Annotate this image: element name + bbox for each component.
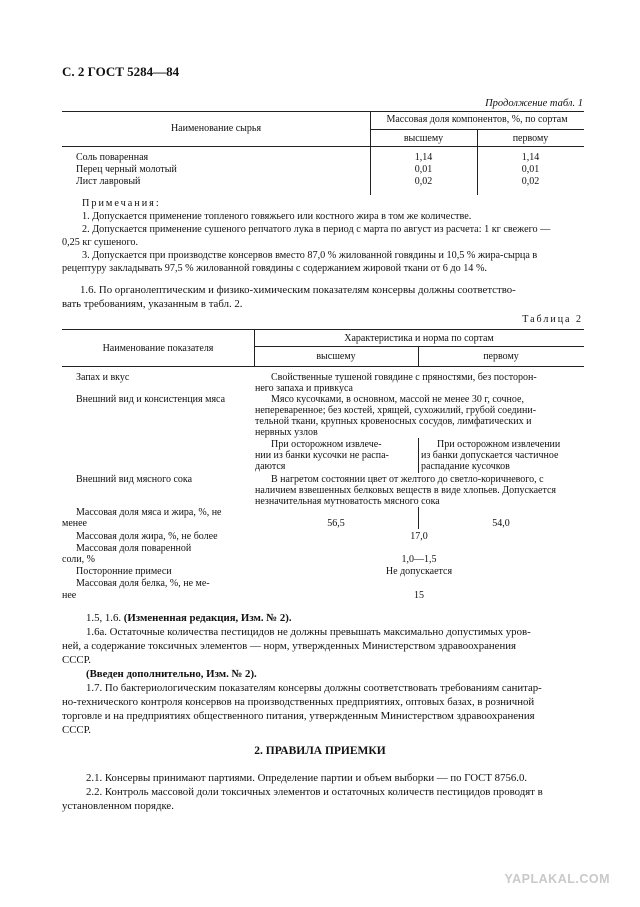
paragraph-1-6a-cont: ней, а содержание токсичных элементов — норм, утвержденных Министерством здравоохранения <box>62 640 516 652</box>
table2-row-name: Массовая доля жира, %, не более <box>76 531 218 542</box>
paragraph-1-7-cont: но-технического контроля консервов на производственных предприятиях, оптовых базах, в розничной <box>62 696 535 708</box>
table1-col-group: Массовая доля компонентов, %, по сортам <box>386 114 568 125</box>
paragraph-1-6a: 1.6а. Остаточные количества пестицидов не должны превышать максимально допустимых уров- <box>86 626 531 638</box>
table2-row-text: непереваренное; без костей, хрящей, сухожилий, грубой соедини- <box>255 405 537 416</box>
table2-col-name: Наименование показателя <box>102 343 214 354</box>
table2-grade1-text: При осторожном извлече- <box>271 439 382 450</box>
table1-row-v2: 0,02 <box>521 176 540 187</box>
paragraph-1-7-cont: торговле и на предприятиях общественного питания, утвержденным Министерством здравоохранения <box>62 710 535 722</box>
table2-col-grade2: первому <box>483 351 519 362</box>
table1-top-rule <box>62 111 584 112</box>
table2-value: 15 <box>414 590 424 601</box>
amendment-bold: (Измененная редакция, Изм. № 2). <box>123 612 292 624</box>
table2-col-group: Характеристика и норма по сортам <box>344 333 494 344</box>
table2-grade2-text: При осторожном извлечении <box>437 439 561 450</box>
amendment-added: (Введен дополнительно, Изм. № 2). <box>86 668 257 680</box>
note-3-cont: рецептуру закладывать 97,5 % жилованной говядины с содержанием жировой ткани от 6 до 14 %. <box>62 263 487 274</box>
note-2-cont: 0,25 кг сушеного. <box>62 237 139 248</box>
paragraph-1-7: 1.7. По бактериологическим показателям консервы должны соответствовать требованиям санитар- <box>86 682 542 694</box>
table2-row-name: Массовая доля поваренной <box>76 543 192 554</box>
paragraph-1-7-cont: СССР. <box>62 724 91 736</box>
paragraph-1-6-cont: вать требованиям, указанным в табл. 2. <box>62 298 243 310</box>
table2-row-text: незначительная мутноватость мясного сока <box>255 496 440 507</box>
watermark: YAPLAKAL.COM <box>504 872 610 886</box>
table2-row-text: Свойственные тушеной говядине с пряностями, без посторон- <box>271 372 537 383</box>
table1-col-grade1: высшему <box>403 133 444 144</box>
table2-row-text: нервных узлов <box>255 427 318 438</box>
table1-header-rule <box>62 146 584 147</box>
table2-grade2-text: распадание кусочков <box>421 461 510 472</box>
table1-row-name: Соль поваренная <box>76 152 149 163</box>
table2-top-rule <box>62 329 584 330</box>
table2-row-name: Запах и вкус <box>76 372 130 383</box>
table2-value: Не допускается <box>385 566 453 577</box>
table1-row-v2: 1,14 <box>521 152 540 163</box>
table2-vline-split <box>418 438 419 473</box>
amendment-note <box>86 612 292 625</box>
note-2: 2. Допускается применение сушеного репчатого лука в период с марта по август из расчета: 1 кг свежего — <box>82 224 551 235</box>
table2-row-text: В нагретом состоянии цвет от желтого до светло-коричневого, с <box>271 474 544 485</box>
paragraph-1-6a-cont: СССР. <box>62 654 91 666</box>
table2-group-rule <box>254 346 584 347</box>
paragraph-2-1: 2.1. Консервы принимают партиями. Определение партии и объем выборки — по ГОСТ 8756.0. <box>86 772 528 784</box>
table1-group-rule <box>370 129 584 130</box>
table2-grade1-text: нии из банки кусочки не распа- <box>255 450 389 461</box>
table2-row-name: Посторонние примеси <box>76 566 172 577</box>
table2-row-name: Внешний вид и консистенция мяса <box>76 394 226 405</box>
note-3: 3. Допускается при производстве консервов вместо 87,0 % жилованной говядины и 10,5 % жира-сырца в <box>82 250 538 261</box>
table2-row-name: Массовая доля белка, %, не ме- <box>76 578 210 589</box>
paragraph-2-2: 2.2. Контроль массовой доли токсичных элементов и остаточных количеств пестицидов проводят в <box>86 786 543 798</box>
table2-row-text: тельной ткани, крупных кровеносных сосудов, лимфатических и <box>255 416 532 427</box>
table1-row-v2: 0,01 <box>521 164 540 175</box>
table2-label: Таблица 2 <box>522 314 583 325</box>
table1-row-v1: 0,02 <box>414 176 433 187</box>
table2-row-text: Мясо кусочками, в основном, массой не менее 30 г, сочное, <box>271 394 524 405</box>
table2-header-rule <box>62 366 584 367</box>
table2-grade1-text: даются <box>255 461 286 472</box>
table1-col-grade2: первому <box>512 133 549 144</box>
table2-row-text: наличием взвешенных белковых веществ в виде хлопьев. Допускается <box>255 485 557 496</box>
table2-value: 1,0—1,5 <box>401 554 437 565</box>
table2-grade1-value: 56,5 <box>327 518 345 529</box>
table1-row-name: Лист лавровый <box>76 176 141 187</box>
table2-col-grade1: высшему <box>316 351 356 362</box>
table1-row-name: Перец черный молотый <box>76 164 177 175</box>
table2-value: 17,0 <box>410 531 428 542</box>
paragraph-2-2-cont: установленном порядке. <box>62 800 174 812</box>
table2-grade2-text: из банки допускается частичное <box>421 450 559 461</box>
note-1: 1. Допускается применение топленого говяжьего или костного жира в том же количестве. <box>82 211 472 222</box>
table1-col-name: Наименование сырья <box>170 123 262 134</box>
table2-row-name: Массовая доля мяса и жира, %, не <box>76 507 222 518</box>
table1-row-v1: 1,14 <box>414 152 433 163</box>
table2-row-name-cont: соли, % <box>62 554 95 565</box>
table1-row-v1: 0,01 <box>414 164 433 175</box>
table2-row-name-cont: нее <box>62 590 77 601</box>
page-header: С. 2 ГОСТ 5284—84 <box>62 64 180 79</box>
paragraph-1-6: 1.6. По органолептическим и физико-химическим показателям консервы должны соответство- <box>80 284 516 296</box>
table2-grade2-value: 54,0 <box>492 518 510 529</box>
table-continuation-label: Продолжение табл. 1 <box>485 98 583 109</box>
notes-title: Примечания: <box>82 198 161 209</box>
table2-row-name: Внешний вид мясного сока <box>76 474 193 485</box>
amendment-prefix: 1.5, 1.6. <box>86 612 124 624</box>
table2-row-name-cont: менее <box>62 518 87 529</box>
table2-row-text: него запаха и привкуса <box>255 383 353 394</box>
section-heading: 2. ПРАВИЛА ПРИЕМКИ <box>254 745 386 757</box>
